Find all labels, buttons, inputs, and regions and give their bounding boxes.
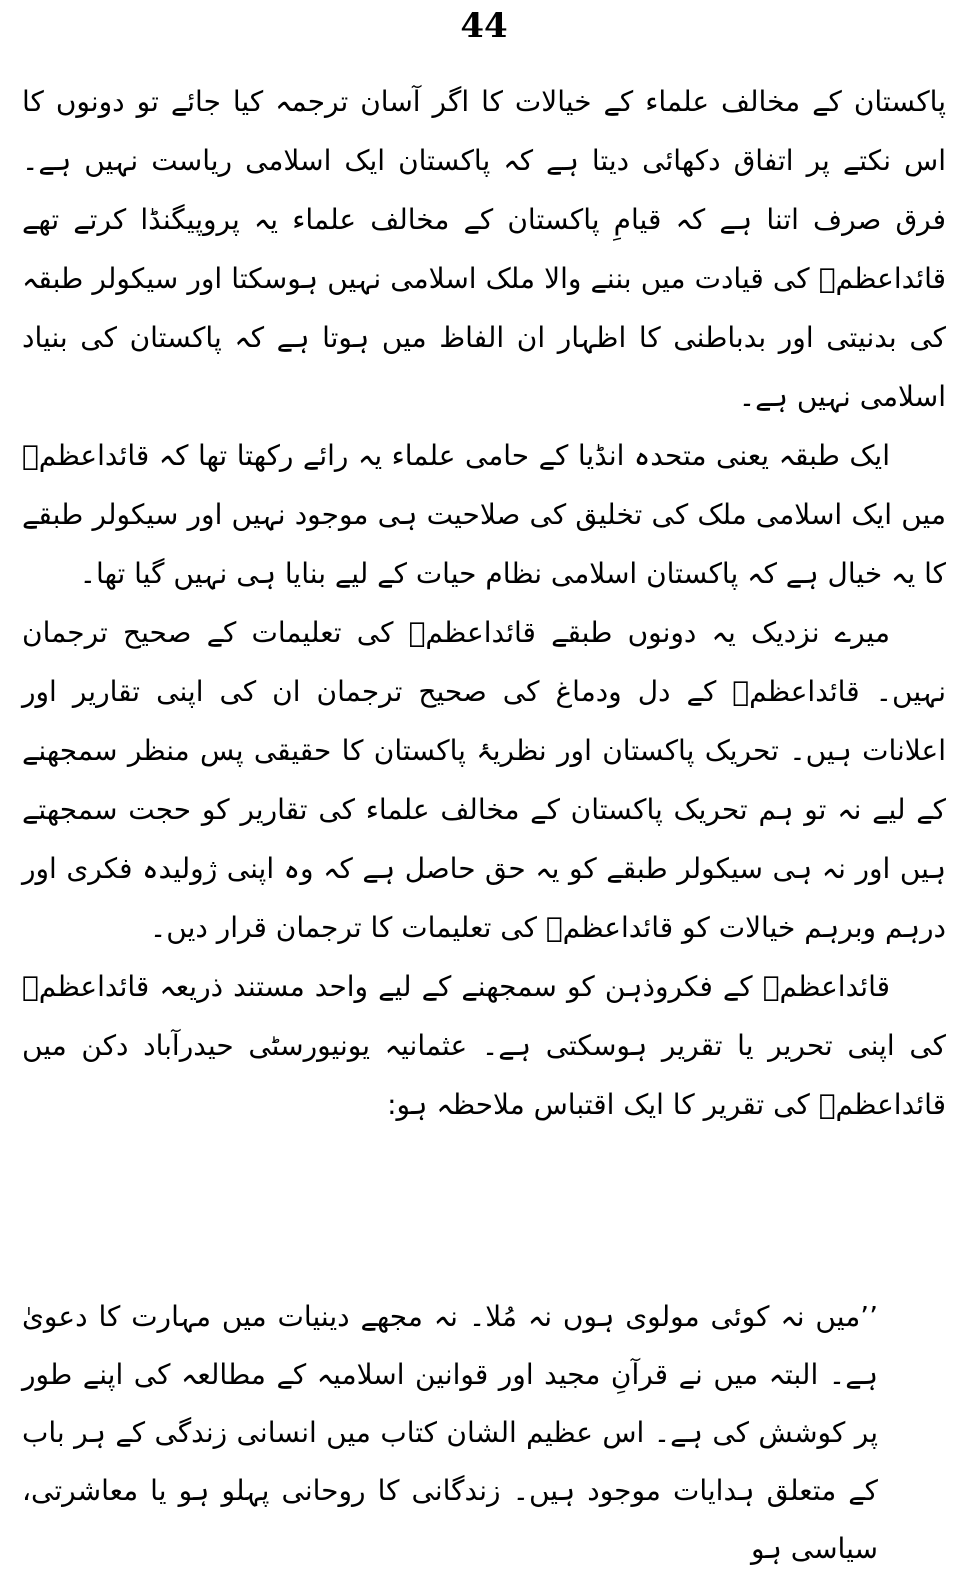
paragraph: میرے نزدیک یہ دونوں طبقے قائداعظمؒ کی تعلیمات کے صحیح ترجمان نہیں۔ قائداعظمؒ کے دل ودماغ کی صحیح ترجمان ان کی اپنی تقاریر اور اعلانات ہیں۔ تحریک پاکستان اور نظریۂ پاکستان کا حقیقی پس منظر سمجھنے کے لیے نہ تو ہم تحریک پاکستان کے مخالف علماء کی تقاریر کو حجت سمجھتے ہیں اور نہ ہی سیکولر طبقے کو یہ حق حاصل ہے کہ وہ اپنی ژولیدہ فکری اور درہم وبرہم خیالات کو قائداعظمؒ کی تعلیمات کا ترجمان قرار دیں۔ [22,616,946,944]
block-quote [22,1288,878,1578]
paragraph: قائداعظمؒ کے فکروذہن کو سمجھنے کے لیے واحد مستند ذریعہ قائداعظمؒ کی اپنی تحریر یا تقریر ہوسکتی ہے۔ عثمانیہ یونیورسٹی حیدرآباد دکن میں قائداعظمؒ کی تقریر کا ایک اقتباس ملاحظہ ہو: [22,970,946,1121]
body-text [22,72,946,1134]
paragraph: پاکستان کے مخالف علماء کے خیالات کا اگر آسان ترجمہ کیا جائے تو دونوں کا اس نکتے پر اتفاق دکھائی دیتا ہے کہ پاکستان ایک اسلامی ریاست نہیں ہے۔ فرق صرف اتنا ہے کہ قیامِ پاکستان کے مخالف علماء یہ پروپیگنڈا کرتے تھے قائداعظمؒ کی قیادت میں بننے والا ملک اسلامی نہیں ہوسکتا اور سیکولر طبقہ کی بدنیتی اور بدباطنی کا اظہار ان الفاظ میں ہوتا ہے کہ پاکستان کی بنیاد اسلامی نہیں ہے۔ [22,85,946,413]
page-number: 44 [460,6,508,46]
paragraph: ایک طبقہ یعنی متحدہ انڈیا کے حامی علماء یہ رائے رکھتا تھا کہ قائداعظمؒ میں ایک اسلامی ملک کی تخلیق کی صلاحیت ہی موجود نہیں اور سیکولر طبقے کا یہ خیال ہے کہ پاکستان اسلامی نظام حیات کے لیے بنایا ہی نہیں گیا تھا۔ [22,439,946,590]
quote-paragraph: ’’میں نہ کوئی مولوی ہوں نہ مُلا۔ نہ مجھے دینیات میں مہارت کا دعویٰ ہے۔ البتہ میں نے قرآنِ مجید اور قوانین اسلامیہ کے مطالعہ کی اپنے طور پر کوشش کی ہے۔ اس عظیم الشان کتاب میں انسانی زندگی کے ہر باب کے متعلق ہدایات موجود ہیں۔ زندگانی کا روحانی پہلو ہو یا معاشرتی، سیاسی ہو [22,1300,878,1565]
